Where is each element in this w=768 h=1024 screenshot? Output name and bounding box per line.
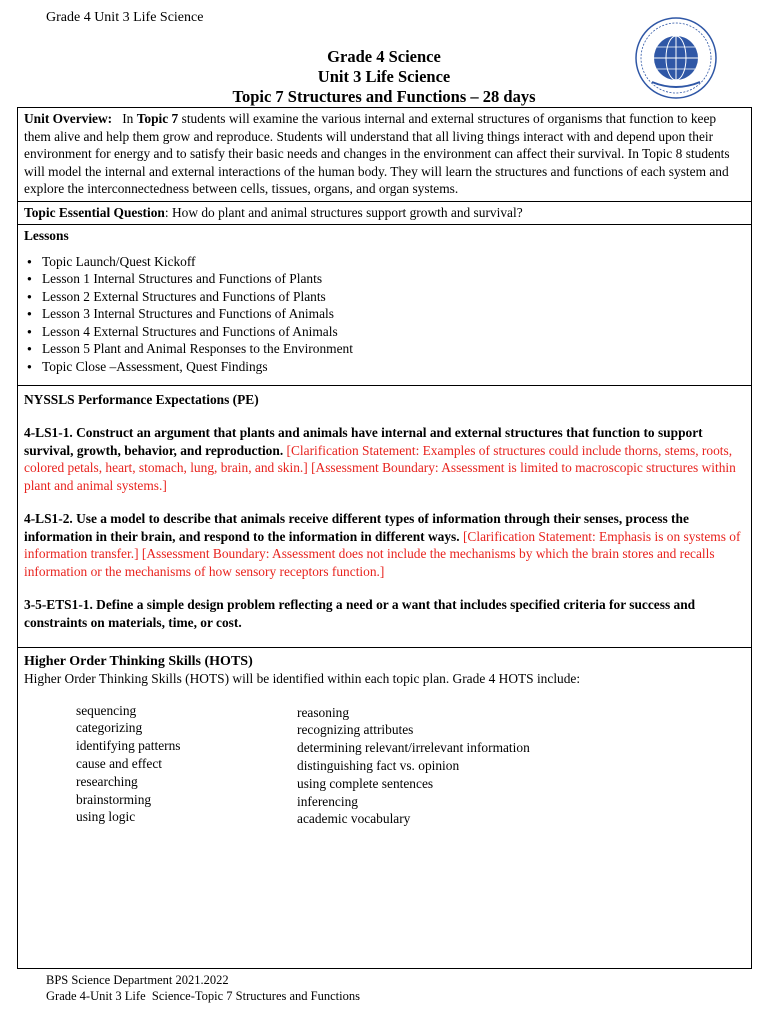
hots-column-left (76, 702, 181, 827)
pe-statement: 3-5-ETS1-1. Define a simple design problem reflecting a need or a want that includes specified criteria for success and constraints on materials, time, or cost. (24, 597, 696, 630)
pe-statement: 4-LS1-1. Construct an argument that plants and animals have internal and external structures that function to support survival, growth, behavior, and reproduction. (24, 425, 703, 458)
footer-line: Grade 4-Unit 3 Life Science-Topic 7 Structures and Functions (46, 989, 360, 1003)
hots-skill: academic vocabulary (297, 811, 411, 827)
hots-intro: Higher Order Thinking Skills (HOTS) will be identified within each topic plan. Grade 4 HOTS include: (24, 671, 581, 687)
title-line: Grade 4 Science (327, 47, 441, 66)
hots-skill: categorizing (76, 720, 143, 736)
title-block (0, 47, 768, 107)
pe-title: NYSSLS Performance Expectations (PE) (24, 391, 259, 407)
hots-skill: recognizing attributes (297, 722, 414, 738)
essential-question-section (18, 202, 751, 226)
hots-skill: distinguishing fact vs. opinion (297, 758, 460, 774)
hots-skill: determining relevant/irrelevant information (297, 740, 530, 756)
lesson-item: ● Lesson 3 Internal Structures and Functions of Animals (24, 305, 745, 323)
lessons-title: Lessons (24, 228, 69, 243)
unit-overview-section (18, 108, 751, 202)
lessons-list (24, 253, 745, 376)
hots-section (18, 648, 751, 831)
lesson-item: ● Lesson 2 External Structures and Functions of Plants (24, 288, 745, 306)
hots-skill: using complete sentences (297, 775, 434, 791)
hots-column-right (297, 704, 530, 829)
page-footer (46, 972, 360, 1004)
hots-skill: cause and effect (76, 756, 162, 772)
overview-in: In (122, 111, 137, 126)
lesson-item: ● Topic Close –Assessment, Quest Findings (24, 358, 745, 376)
overview-text: students will examine the various internal and external structures of organisms that function to keep them alive and help them grow and reproduce. Students will understand that all living things interact with and depend upon their environment for energy and to satisfy their basic needs and changes in the environment can affect their survival. In Topic 8 students will model the internal and external interactions of the human body. They will learn the structures and functions of each system and explore the interconnectedness between cells, tissues, organs, and organ systems. (24, 111, 730, 196)
pe-statement: 4-LS1-2. Use a model to describe that animals receive different types of information through their senses, process the information in their brain, and respond to the information in different ways. (24, 511, 689, 544)
lessons-section (18, 225, 751, 386)
lesson-item: ● Lesson 4 External Structures and Functions of Animals (24, 323, 745, 341)
pe-clarification: [Clarification Statement: Examples of structures could include thorns, stems, roots, colored petals, heart, stomach, lung, brain, and skin.] [Assessment Boundary: Assessment is limited to macroscopic structures within plant and animal systems.] (24, 442, 736, 493)
overview-label: Unit Overview: (24, 111, 113, 126)
pe-clarification: [Clarification Statement: Emphasis is on systems of information transfer.] [Assessment Boundary: Assessment does not include the mechanisms by which the brain stores and recalls information or the mechanisms of how sensory receptors function.] (24, 528, 741, 579)
hots-skill: reasoning (297, 704, 350, 720)
pe-section (18, 386, 751, 649)
hots-skill: identifying patterns (76, 738, 181, 754)
hots-skill: researching (76, 773, 138, 789)
pe-item (24, 596, 745, 631)
lesson-item: ● Lesson 1 Internal Structures and Functions of Plants (24, 270, 745, 288)
hots-skill: using logic (76, 809, 136, 825)
hots-skill: brainstorming (76, 791, 152, 807)
lesson-item: ● Topic Launch/Quest Kickoff (24, 253, 745, 271)
pe-item (24, 510, 745, 580)
footer-line: BPS Science Department 2021.2022 (46, 973, 229, 987)
hots-skill: sequencing (76, 702, 137, 718)
hots-columns (24, 688, 745, 828)
title-line: Topic 7 Structures and Functions – 28 days (232, 87, 536, 106)
page-header: Grade 4 Unit 3 Life Science (46, 10, 204, 25)
hots-title: Higher Order Thinking Skills (HOTS) (24, 654, 253, 670)
essential-question-label: Topic Essential Question (24, 204, 165, 220)
pe-item (24, 424, 745, 494)
title-line: Unit 3 Life Science (317, 67, 451, 86)
overview-topic: Topic 7 (136, 111, 179, 126)
hots-skill: inferencing (297, 793, 358, 809)
essential-question-text: : How do plant and animal structures support growth and survival? (164, 204, 523, 220)
unit-plan-table (17, 107, 752, 969)
lesson-item: ● Lesson 5 Plant and Animal Responses to the Environment (24, 340, 745, 358)
